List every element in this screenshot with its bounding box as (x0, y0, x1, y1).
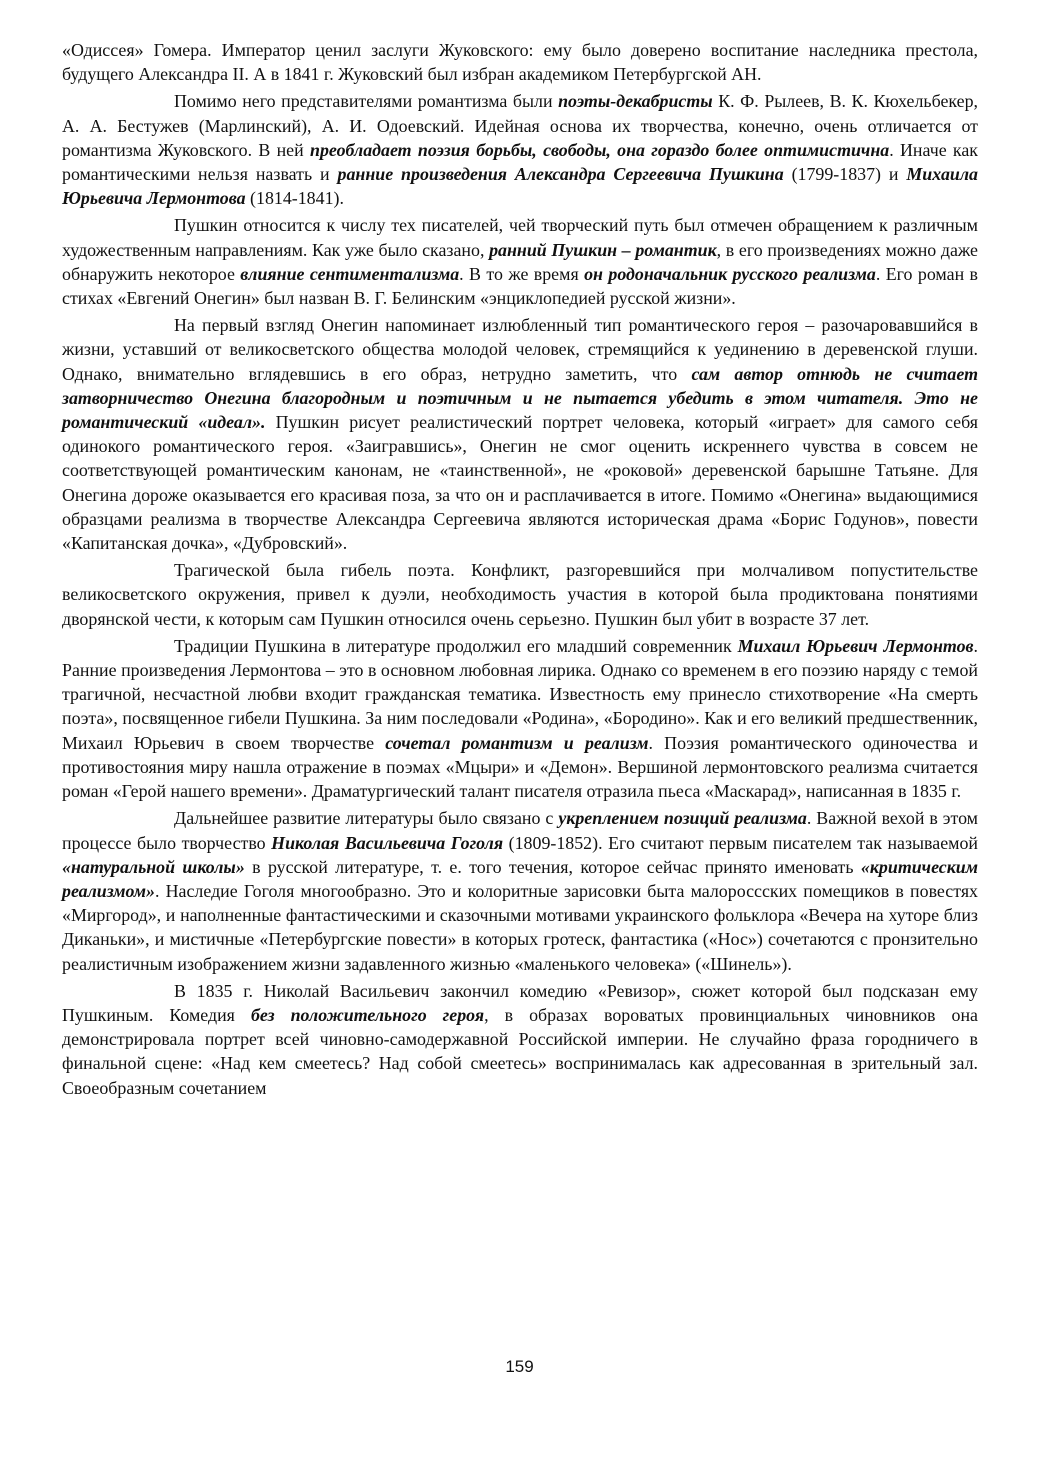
body-text: «Одиссея» Гомера. Император ценил заслуги Жуковского: ему было доверено воспитание наследника престола, будущего Александра II. А в 1841 г. Жуковский был избран академиком Петербургской АН. (62, 40, 978, 85)
body-text: (1809-1852). Его считают первым писателем так называемой (503, 832, 978, 853)
paragraph (62, 558, 978, 631)
emphasized-text: укреплением позиций реализма (558, 808, 807, 829)
body-text: Пушкин относится к числу тех писателей, чей творческий путь был отмечен обращением к различным художественным направлениям. Как уже было сказано, (62, 215, 978, 260)
emphasized-text: Михаила Юрьевича Лермонтова (62, 164, 978, 209)
body-text: , в его произведениях можно даже обнаружить некоторое (62, 239, 978, 284)
emphasized-text: ранние произведения Александра Сергеевича Пушкина (337, 164, 784, 185)
body-text: (1799-1837) и (783, 164, 907, 185)
emphasized-text: «критическим реализмом» (62, 856, 978, 901)
paragraph (62, 38, 978, 86)
emphasized-text: Николая Васильевича Гоголя (271, 832, 504, 853)
emphasized-text: поэты-декабристы (558, 91, 713, 112)
body-text: . Наследие Гоголя многообразно. Это и колоритные зарисовки быта малороссских помещиков в повестях «Миргород», и наполненные фантастическими и сказочными мотивами украинского фольклора «Вечера на хуторе близ Диканьки», и мистичные «Петербургские повести» в которых гротеск, фантастика («Нос») сочетаются с пронзительно реалистичным изображением жизни задавленного жизнью «маленького человека» («Шинель»). (62, 880, 978, 974)
paragraph (62, 89, 978, 210)
body-text: На первый взгляд Онегин напоминает излюбленный тип романтического героя – разочаровавшийся в жизни, уставший от великосветского общества молодой человек, стремящийся к уединению в деревенской глуши. Однако, внимательно вглядевшись в его образ, нетрудно заметить, что (62, 315, 978, 384)
paragraph (62, 806, 978, 975)
body-text: , в образах вороватых провинциальных чиновников она демонстрировала портрет всей чиновно-самодержавной Российской империи. Не случайно фраза городничего в финальной сцене: «Над кем смеетесь? Над собой смеетесь» воспринималась как адресованная в зрительный зал. Своеобразным сочетанием (62, 1004, 978, 1098)
emphasized-text: без положительного героя (250, 1004, 485, 1025)
emphasized-text: преобладает поэзия борьбы, свободы, она гораздо более оптимистична (310, 139, 890, 160)
emphasized-text: влияние сентиментализма (240, 263, 460, 284)
body-text: . Ранние произведения Лермонтова – это в основном любовная лирика. Однако со временем в его поэзию наряду с темой трагичной, несчастной любви входит гражданская тематика. Известность ему принесло стихотворение «На смерть поэта», посвященное гибели Пушкина. За ним последовали «Родина», «Бородино». Как и его великий предшественник, Михаил Юрьевич в своем творчестве (62, 635, 979, 753)
body-text: . Иначе как романтическими нельзя назвать и (62, 139, 978, 185)
body-text: Трагической была гибель поэта. Конфликт, разгоревшийся при молчаливом попустительстве великосветского окружения, привел к дуэли, необходимость участия в которой была продиктована понятиями дворянской чести, к которым сам Пушкин относился очень серьезно. Пушкин был убит в возрасте 37 лет. (62, 560, 978, 629)
body-text: (1814-1841). (245, 188, 344, 209)
body-text: Традиции Пушкина в литературе продолжил его младший современник (174, 635, 738, 656)
page-number: 159 (505, 1357, 534, 1376)
paragraph (62, 979, 978, 1100)
emphasized-text: сочетал романтизм и реализм (385, 732, 649, 753)
body-text: в русской литературе, т. е. того течения, которое сейчас принято именовать (244, 856, 861, 877)
emphasized-text: сам автор отнюдь не считает затворничество Онегина благородным и поэтичным и не пытается убедить в этом читателя. Это не романтический «идеал». (62, 363, 978, 433)
body-text: В 1835 г. Николай Васильевич закончил комедию «Ревизор», сюжет которой был подсказан ему Пушкиным. Комедия (62, 980, 978, 1025)
body-text: К. Ф. Рылеев, В. К. Кюхельбекер, А. А. Бестужев (Марлинский), А. И. Одоевский. Идейная основа их творчества, конечно, очень отличается от романтизма Жуковского. В ней (62, 91, 978, 160)
body-text: . Его роман в стихах «Евгений Онегин» был назван В. Г. Белинским «энциклопедией русской жизни». (62, 263, 978, 309)
body-text: . Важной вехой в этом процессе было творчество (62, 808, 978, 853)
emphasized-text: «натуральной школы» (62, 856, 245, 877)
emphasized-text: ранний Пушкин – романтик (489, 239, 717, 260)
paragraph (62, 213, 978, 310)
emphasized-text: он родоначальник русского реализма (584, 263, 876, 284)
body-text: Пушкин рисует реалистический портрет человека, который «играет» для самого себя одинокого романтического героя. «Заигравшись», Онегин не смог оценить искреннего чувства в совсем не соответствующей романтическим канонам, не «таинственной», не «роковой» деревенской барышне Татьяне. Для Онегина дороже оказывается его красивая поза, за что он и расплачивается в итоге. Помимо «Онегина» выдающимися образцами реализма в творчестве Александра Сергеевича являются историческая драма «Борис Годунов», повести «Капитанская дочка», «Дубровский». (62, 412, 978, 554)
emphasized-text: Михаил Юрьевич Лермонтов (737, 635, 974, 656)
paragraph (62, 313, 978, 555)
body-text: . Поэзия романтического одиночества и противостояния миру нашла отражение в поэмах «Мцыри» и «Демон». Вершиной лермонтовского реализма считается роман «Герой нашего времени». Драматургический талант писателя отразила пьеса «Маскарад», написанная в 1835 г. (62, 732, 978, 802)
body-text: Дальнейшее развитие литературы было связано с (174, 808, 559, 829)
page-body (62, 38, 978, 1103)
body-text: Помимо него представителями романтизма были (174, 91, 559, 112)
body-text: . В то же время (459, 263, 585, 284)
paragraph (62, 634, 978, 803)
